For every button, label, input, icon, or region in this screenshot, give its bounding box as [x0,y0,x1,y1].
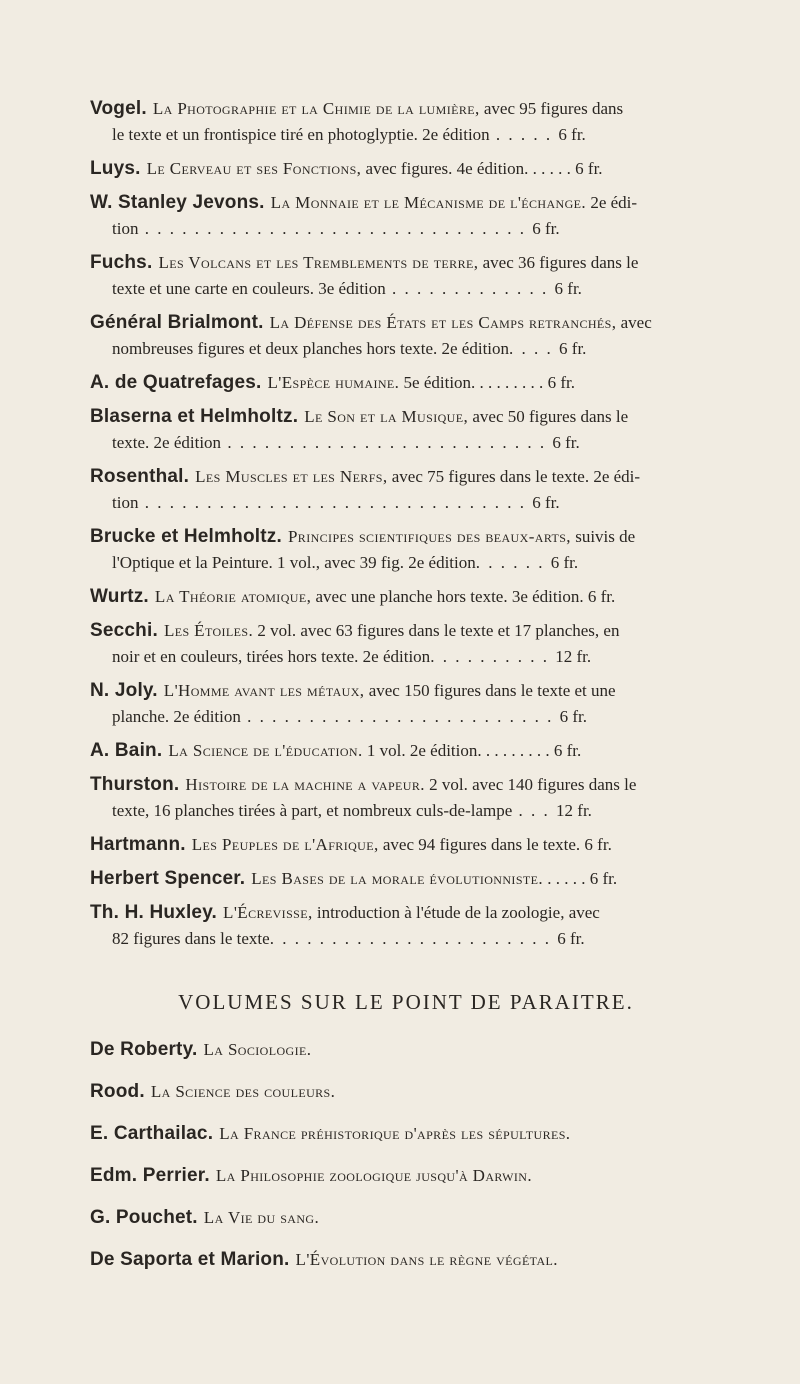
entry-leader-dots: . . . . [509,339,560,358]
entry-details: 5e édition. . . . . . . . . [399,373,548,392]
entry-continuation: nombreuses figures et deux planches hors texte. 2e édition [112,339,510,358]
entry-leader-dots: . . . . . . . . . . . . . . . . . . . . . . . . . . [221,433,553,452]
entry-details: 2 vol. avec 63 figures dans le texte et 17 planches, en [253,621,620,640]
entry-title: Les Peuples de l'Afrique, [191,835,379,854]
entry-details: . . . . . [543,869,590,888]
entry-line1 [90,866,722,892]
entry-leader-dots: . . . [512,801,557,820]
entry-line1 [90,370,722,396]
entry-title: La Théorie atomique, [154,587,312,606]
entry-line1 [90,404,722,430]
entry-line2 [90,704,722,730]
catalog-entry [90,96,722,148]
entry-details: avec figures. 4e édition. . . . . . [361,159,576,178]
entry-line1 [90,678,722,704]
entry-details: avec 50 figures dans le [468,407,629,426]
entry-leader-dots: . . . . . [489,125,559,144]
forthcoming-item [90,1079,722,1105]
forthcoming-author: Rood. [90,1081,145,1102]
forthcoming-item [90,1037,722,1063]
catalog-entry [90,404,722,456]
entry-price: 6 fr. [550,553,579,572]
entry-author: Th. H. Huxley. [90,902,218,923]
forthcoming-title: La France préhistorique d'après les sépultures. [219,1124,571,1143]
entry-line2 [90,336,722,362]
entry-continuation: texte et une carte en couleurs. 3e édition [112,279,386,298]
entry-price: 6 fr. [559,707,588,726]
entry-leader-dots: . . . . . . . . . . . . . . . . . . . . . . . [269,929,558,948]
catalog-entry [90,738,722,764]
entry-price: 6 fr. [532,493,560,512]
entry-line2 [90,798,722,824]
forthcoming-heading: VOLUMES SUR LE POINT DE PARAITRE. [178,990,634,1014]
entry-title: Les Volcans et les Tremblements de terre, [158,253,479,272]
entry-details: 2 vol. avec 140 figures dans le [424,775,637,794]
entry-title: Les Étoiles. [163,621,254,640]
catalog-entry [90,156,722,182]
catalog-entry [90,618,722,670]
entry-details: introduction à l'étude de la zoologie, avec [312,903,600,922]
entry-line1 [90,584,722,610]
entry-line2 [90,490,722,516]
entry-price: 6 fr. [557,929,585,948]
entry-title: Principes scientifiques des beaux-arts, [287,527,571,546]
forthcoming-author: Edm. Perrier. [90,1165,210,1186]
entry-title: La Science de l'éducation. [168,741,363,760]
entry-continuation: noir et en couleurs, tirées hors texte. 2e édition [112,647,431,666]
entry-continuation: planche. 2e édition [112,707,241,726]
entry-author: Brucke et Helmholtz. [90,526,282,547]
entry-author: Général Brialmont. [90,312,264,333]
entry-price: 6 fr. [589,869,618,888]
catalog-entry [90,190,722,242]
forthcoming-title: La Philosophie zoologique jusqu'à Darwin. [215,1166,532,1185]
entry-title: La Monnaie et le Mécanisme de l'échange. [270,193,587,212]
entry-title: Le Son et la Musique, [304,407,469,426]
catalog-entry [90,370,722,396]
entry-line1 [90,250,722,276]
entry-price: 12 fr. [556,801,592,820]
entry-continuation: l'Optique et la Peinture. 1 vol., avec 39 fig. 2e édition [112,553,476,572]
entry-details: 1 vol. 2e édition. . . . . . . . . [362,741,554,760]
entry-price: 6 fr. [559,339,587,358]
entry-line1 [90,900,722,926]
entry-price: 6 fr. [575,159,603,178]
entry-details: avec 94 figures dans le texte. 6 fr. [378,835,612,854]
entry-leader-dots: . . . . . . . . . . . . . [385,279,555,298]
entry-author: Hartmann. [90,834,186,855]
entry-price: 6 fr. [554,279,582,298]
catalog-entry [90,524,722,576]
entry-author: A. Bain. [90,740,163,761]
entry-continuation: tion [112,219,139,238]
entry-title: L'Espèce humaine. [267,373,400,392]
forthcoming-author: De Roberty. [90,1039,198,1060]
entry-continuation: tion [112,493,139,512]
entry-title: La Photographie et la Chimie de la lumière, [152,99,480,118]
entry-author: Thurston. [90,774,180,795]
entry-price: 6 fr. [532,219,560,238]
catalog-entry [90,772,722,824]
forthcoming-title: L'Évolution dans le règne végétal. [295,1250,558,1269]
entry-continuation: texte, 16 planches tirées à part, et nombreux culs-de-lampe [112,801,513,820]
forthcoming-author: E. Carthailac. [90,1123,214,1144]
entry-details: 2e édi- [586,193,638,212]
catalog-entry [90,900,722,952]
entry-line2 [90,550,722,576]
entry-details: avec 95 figures dans [479,99,624,118]
entry-line1 [90,772,722,798]
entry-details: suivis de [570,527,636,546]
entry-author: N. Joly. [90,680,158,701]
entry-details: avec [616,313,652,332]
entry-title: Histoire de la machine a vapeur. [185,775,425,794]
entry-author: Fuchs. [90,252,153,273]
entry-title: Le Cerveau et ses Fonctions, [146,159,362,178]
entry-title: L'Écrevisse, [223,903,313,922]
entry-line2 [90,926,722,952]
entry-line1 [90,618,722,644]
entry-line1 [90,156,722,182]
entry-continuation: le texte et un frontispice tiré en photoglyptie. 2e édition [112,125,490,144]
forthcoming-title: La Vie du sang. [203,1208,320,1227]
catalog-entry [90,250,722,302]
catalog-entry [90,866,722,892]
entry-title: La Défense des États et les Camps retranchés, [269,313,617,332]
entry-price: 6 fr. [553,741,582,760]
catalog-entries [90,96,722,952]
forthcoming-item [90,1163,722,1189]
entry-author: Luys. [90,158,141,179]
forthcoming-author: De Saporta et Marion. [90,1249,290,1270]
catalog-entry [90,310,722,362]
forthcoming-item [90,1247,722,1273]
entry-price: 6 fr. [547,373,575,392]
entry-leader-dots: . . . . . . . . . . . . . . . . . . . . . . . . . [240,707,560,726]
entry-line1 [90,738,722,764]
entry-line2 [90,644,722,670]
entry-author: Blaserna et Helmholtz. [90,406,299,427]
entry-line1 [90,524,722,550]
forthcoming-list [90,1037,722,1273]
entry-leader-dots: . . . . . . . . . . [430,647,556,666]
entry-line1 [90,190,722,216]
entry-line2 [90,122,722,148]
forthcoming-title: La Science des couleurs. [150,1082,336,1101]
entry-author: Wurtz. [90,586,149,607]
entry-price: 6 fr. [552,433,580,452]
forthcoming-author: G. Pouchet. [90,1207,198,1228]
entry-line1 [90,832,722,858]
entry-title: Les Muscles et les Nerfs, [195,467,388,486]
entry-author: Secchi. [90,620,158,641]
catalog-entry [90,678,722,730]
forthcoming-item [90,1121,722,1147]
entry-title: L'Homme avant les métaux, [163,681,365,700]
entry-continuation: texte. 2e édition [112,433,222,452]
entry-details: avec une planche hors texte. 3e édition. 6 fr. [311,587,616,606]
entry-title: Les Bases de la morale évolutionniste. [251,869,544,888]
entry-line2 [90,216,722,242]
entry-details: avec 75 figures dans le texte. 2e édi- [387,467,641,486]
entry-author: A. de Quatrefages. [90,372,262,393]
entry-leader-dots: . . . . . . . . . . . . . . . . . . . . . . . . . . . . . . . [138,219,533,238]
entry-details: avec 150 figures dans le texte et une [364,681,616,700]
entry-line1 [90,310,722,336]
entry-line2 [90,430,722,456]
entry-price: 6 fr. [558,125,586,144]
entry-author: Rosenthal. [90,466,190,487]
entry-author: W. Stanley Jevons. [90,192,265,213]
entry-leader-dots: . . . . . . . . . . . . . . . . . . . . . . . . . . . . . . . [138,493,533,512]
entry-leader-dots: . . . . . . [475,553,551,572]
entry-price: 12 fr. [555,647,592,666]
entry-author: Herbert Spencer. [90,868,246,889]
entry-line2 [90,276,722,302]
entry-details: avec 36 figures dans le [478,253,639,272]
forthcoming-title: La Sociologie. [203,1040,312,1059]
entry-author: Vogel. [90,98,147,119]
catalog-entry [90,584,722,610]
catalog-entry [90,464,722,516]
entry-continuation: 82 figures dans le texte [112,929,270,948]
entry-line1 [90,464,722,490]
entry-line1 [90,96,722,122]
catalog-entry [90,832,722,858]
forthcoming-item [90,1205,722,1231]
